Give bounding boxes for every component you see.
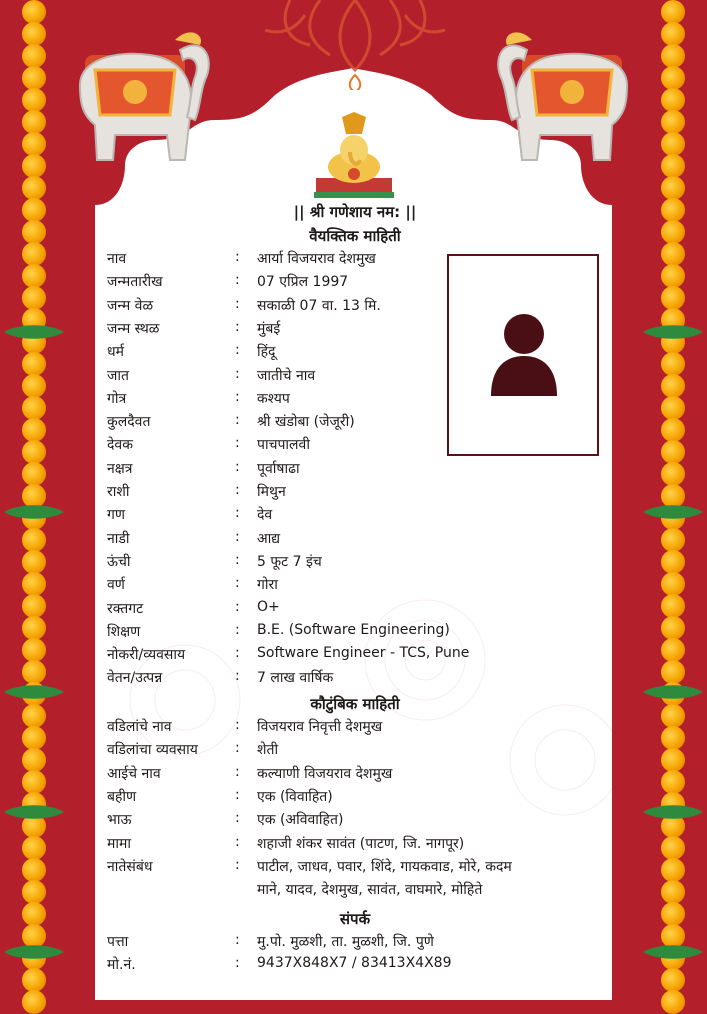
- row-label: राशी: [107, 484, 130, 500]
- row-colon: :: [235, 575, 240, 592]
- marigold-bead-icon: [661, 264, 685, 288]
- marigold-bead-icon: [22, 770, 46, 794]
- row-label: मामा: [107, 835, 131, 852]
- marigold-bead-icon: [22, 0, 46, 24]
- marigold-bead-icon: [661, 220, 685, 244]
- row-value: कल्याणी विजयराव देशमुख: [257, 765, 393, 782]
- row-value: एक (विवाहित): [257, 788, 333, 805]
- marigold-bead-icon: [661, 22, 685, 46]
- elephant-right-icon: [487, 15, 652, 175]
- row-colon: :: [235, 598, 240, 615]
- row-value: हिंदू: [257, 344, 276, 361]
- marigold-bead-icon: [661, 572, 685, 596]
- marigold-bead-icon: [22, 440, 46, 464]
- marigold-bead-icon: [661, 748, 685, 772]
- row-value: 9437X848X7 / 83413X4X89: [257, 955, 452, 972]
- row-label: वडिलांचे नाव: [107, 719, 172, 735]
- marigold-bead-icon: [22, 990, 46, 1014]
- marigold-bead-icon: [661, 242, 685, 266]
- leaf-icon: [643, 505, 703, 519]
- marigold-bead-icon: [661, 616, 685, 640]
- row-colon: :: [235, 412, 240, 429]
- leaf-icon: [4, 945, 64, 959]
- row-value: गोरा: [257, 577, 278, 594]
- mandala-icon: [250, 0, 460, 90]
- row-label: कुलदैवत: [107, 414, 151, 431]
- row-label: वेतन/उत्पन्न: [107, 670, 163, 687]
- marigold-bead-icon: [22, 66, 46, 90]
- marigold-bead-icon: [22, 396, 46, 420]
- row-colon: :: [235, 833, 240, 850]
- row-colon: :: [235, 645, 240, 662]
- marigold-bead-icon: [22, 374, 46, 398]
- row-label: बहीण: [107, 788, 137, 805]
- marigold-bead-icon: [661, 880, 685, 904]
- marigold-bead-icon: [22, 528, 46, 552]
- marigold-bead-icon: [661, 396, 685, 420]
- row-label: जन्म वेळ: [107, 297, 154, 314]
- personal-info-heading: वैयक्तिक माहिती: [309, 227, 401, 245]
- row-colon: :: [235, 318, 240, 335]
- marigold-bead-icon: [661, 0, 685, 24]
- marigold-bead-icon: [661, 858, 685, 882]
- row-colon: :: [235, 786, 240, 803]
- marigold-garland-right-icon: [653, 0, 693, 1000]
- row-colon: :: [235, 505, 240, 522]
- marigold-bead-icon: [661, 418, 685, 442]
- row-label: जन्म स्थळ: [107, 320, 160, 337]
- row-value: मु.पो. मुळशी, ता. मुळशी, जि. पुणे: [257, 934, 434, 950]
- row-value: पूर्वाषाढा: [257, 460, 300, 477]
- marigold-bead-icon: [22, 616, 46, 640]
- leaf-icon: [4, 505, 64, 519]
- row-label: शिक्षण: [107, 623, 141, 640]
- row-label: देवक: [107, 437, 133, 454]
- row-value: माने, यादव, देशमुख, सावंत, वाघमारे, मोहिते: [257, 882, 483, 899]
- row-colon: :: [235, 249, 240, 265]
- leaf-icon: [643, 805, 703, 819]
- invocation-line: || श्री गणेशाय नम: ||: [293, 203, 417, 221]
- marigold-bead-icon: [661, 704, 685, 728]
- marigold-bead-icon: [661, 374, 685, 398]
- row-label: पत्ता: [107, 934, 129, 950]
- marigold-bead-icon: [661, 352, 685, 376]
- row-label: नातेसंबंध: [107, 858, 153, 875]
- marigold-bead-icon: [661, 770, 685, 794]
- marigold-bead-icon: [22, 264, 46, 288]
- row-value: O+: [257, 598, 280, 615]
- profile-photo-frame: [447, 254, 599, 456]
- marigold-bead-icon: [22, 198, 46, 222]
- row-label: मो.नं.: [107, 957, 136, 974]
- marigold-bead-icon: [22, 242, 46, 266]
- row-colon: :: [235, 668, 240, 685]
- row-label: धर्म: [107, 344, 124, 361]
- marigold-bead-icon: [661, 88, 685, 112]
- marigold-bead-icon: [661, 176, 685, 200]
- row-value: आद्य: [257, 530, 281, 547]
- row-label: ऊंची: [107, 553, 131, 570]
- row-value: श्री खंडोबा (जेजूरी): [257, 414, 355, 431]
- leaf-icon: [4, 805, 64, 819]
- marigold-bead-icon: [22, 594, 46, 618]
- marigold-bead-icon: [661, 726, 685, 750]
- row-label: नाडी: [107, 530, 130, 547]
- row-value: पाचपालवी: [257, 437, 310, 454]
- row-label: नोकरी/व्यवसाय: [107, 647, 186, 664]
- row-value: सकाळी 07 वा. 13 मि.: [257, 297, 381, 314]
- marigold-bead-icon: [661, 968, 685, 992]
- marigold-bead-icon: [661, 594, 685, 618]
- row-colon: :: [235, 763, 240, 780]
- marigold-bead-icon: [661, 836, 685, 860]
- row-value: शहाजी शंकर सावंत (पाटण, जि. नागपूर): [257, 835, 465, 852]
- marigold-bead-icon: [22, 880, 46, 904]
- marigold-bead-icon: [22, 154, 46, 178]
- marigold-bead-icon: [22, 968, 46, 992]
- row-value: 07 एप्रिल 1997: [257, 274, 349, 291]
- row-value: कश्यप: [257, 390, 290, 407]
- marigold-bead-icon: [661, 660, 685, 684]
- row-value: मुंबई: [257, 320, 281, 337]
- marigold-bead-icon: [661, 198, 685, 222]
- marigold-bead-icon: [22, 902, 46, 926]
- elephant-left-icon: [55, 15, 220, 175]
- marigold-bead-icon: [22, 352, 46, 376]
- marigold-bead-icon: [22, 176, 46, 200]
- marigold-bead-icon: [22, 726, 46, 750]
- row-colon: :: [235, 528, 240, 545]
- marigold-bead-icon: [661, 110, 685, 134]
- marigold-bead-icon: [661, 550, 685, 574]
- row-colon: :: [235, 435, 240, 452]
- family-info-heading: कौटुंबिक माहिती: [310, 695, 400, 713]
- marigold-bead-icon: [661, 440, 685, 464]
- row-colon: :: [235, 482, 240, 498]
- marigold-bead-icon: [22, 704, 46, 728]
- marigold-bead-icon: [22, 748, 46, 772]
- row-label: जन्मतारीख: [107, 274, 163, 291]
- row-colon: :: [235, 955, 240, 972]
- marigold-bead-icon: [661, 66, 685, 90]
- row-value: विजयराव निवृत्ती देशमुख: [257, 719, 383, 735]
- marigold-bead-icon: [22, 44, 46, 68]
- row-value: B.E. (Software Engineering): [257, 621, 450, 638]
- marigold-bead-icon: [22, 22, 46, 46]
- leaf-icon: [4, 325, 64, 339]
- row-label: आईचे नाव: [107, 765, 161, 782]
- marigold-bead-icon: [22, 110, 46, 134]
- row-value: एक (अविवाहित): [257, 812, 344, 829]
- row-colon: :: [235, 388, 240, 405]
- row-colon: :: [235, 932, 240, 948]
- row-label: नक्षत्र: [107, 460, 133, 477]
- row-colon: :: [235, 621, 240, 638]
- marigold-bead-icon: [661, 638, 685, 662]
- marigold-bead-icon: [661, 132, 685, 156]
- row-value: मिथुन: [257, 484, 286, 500]
- marigold-bead-icon: [661, 154, 685, 178]
- marigold-bead-icon: [22, 550, 46, 574]
- row-value: जातीचे नाव: [257, 367, 316, 384]
- marigold-bead-icon: [22, 88, 46, 112]
- leaf-icon: [643, 325, 703, 339]
- row-colon: :: [235, 365, 240, 382]
- marigold-bead-icon: [661, 462, 685, 486]
- row-label: रक्तगट: [107, 600, 144, 617]
- row-colon: :: [235, 342, 240, 359]
- marigold-bead-icon: [661, 990, 685, 1014]
- marigold-bead-icon: [22, 638, 46, 662]
- contact-heading: संपर्क: [339, 910, 371, 928]
- leaf-icon: [643, 685, 703, 699]
- row-colon: :: [235, 272, 240, 289]
- row-colon: :: [235, 740, 240, 757]
- leaf-icon: [643, 945, 703, 959]
- marigold-bead-icon: [22, 660, 46, 684]
- row-label: नाव: [107, 251, 127, 267]
- marigold-bead-icon: [22, 836, 46, 860]
- row-value: पाटील, जाधव, पवार, शिंदे, गायकवाड, मोरे, कदम: [257, 858, 512, 875]
- row-value: देव: [257, 507, 273, 524]
- marigold-bead-icon: [661, 528, 685, 552]
- row-colon: :: [235, 458, 240, 475]
- marigold-bead-icon: [22, 132, 46, 156]
- row-label: गोत्र: [107, 390, 127, 407]
- row-label: वर्ण: [107, 577, 125, 594]
- row-value: शेती: [257, 742, 279, 759]
- row-label: वडिलांचा व्यवसाय: [107, 742, 198, 759]
- marigold-bead-icon: [661, 286, 685, 310]
- row-colon: :: [235, 551, 240, 568]
- row-label: भाऊ: [107, 812, 132, 829]
- leaf-icon: [4, 685, 64, 699]
- row-colon: :: [235, 717, 240, 733]
- marigold-bead-icon: [22, 220, 46, 244]
- row-colon: :: [235, 856, 240, 873]
- row-colon: :: [235, 295, 240, 312]
- marigold-bead-icon: [22, 418, 46, 442]
- row-value: 5 फूट 7 इंच: [257, 553, 322, 570]
- row-value: 7 लाख वार्षिक: [257, 670, 334, 687]
- ganesha-icon: [314, 112, 394, 198]
- marigold-bead-icon: [661, 44, 685, 68]
- row-value: आर्या विजयराव देशमुख: [257, 251, 376, 267]
- marigold-bead-icon: [22, 286, 46, 310]
- row-label: गण: [107, 507, 126, 524]
- row-colon: :: [235, 810, 240, 827]
- avatar-icon: [449, 256, 597, 454]
- marigold-garland-left-icon: [14, 0, 54, 1000]
- marigold-bead-icon: [661, 902, 685, 926]
- marigold-bead-icon: [22, 572, 46, 596]
- row-value: Software Engineer - TCS, Pune: [257, 645, 470, 662]
- marigold-bead-icon: [22, 858, 46, 882]
- row-label: जात: [107, 367, 129, 384]
- marigold-bead-icon: [22, 462, 46, 486]
